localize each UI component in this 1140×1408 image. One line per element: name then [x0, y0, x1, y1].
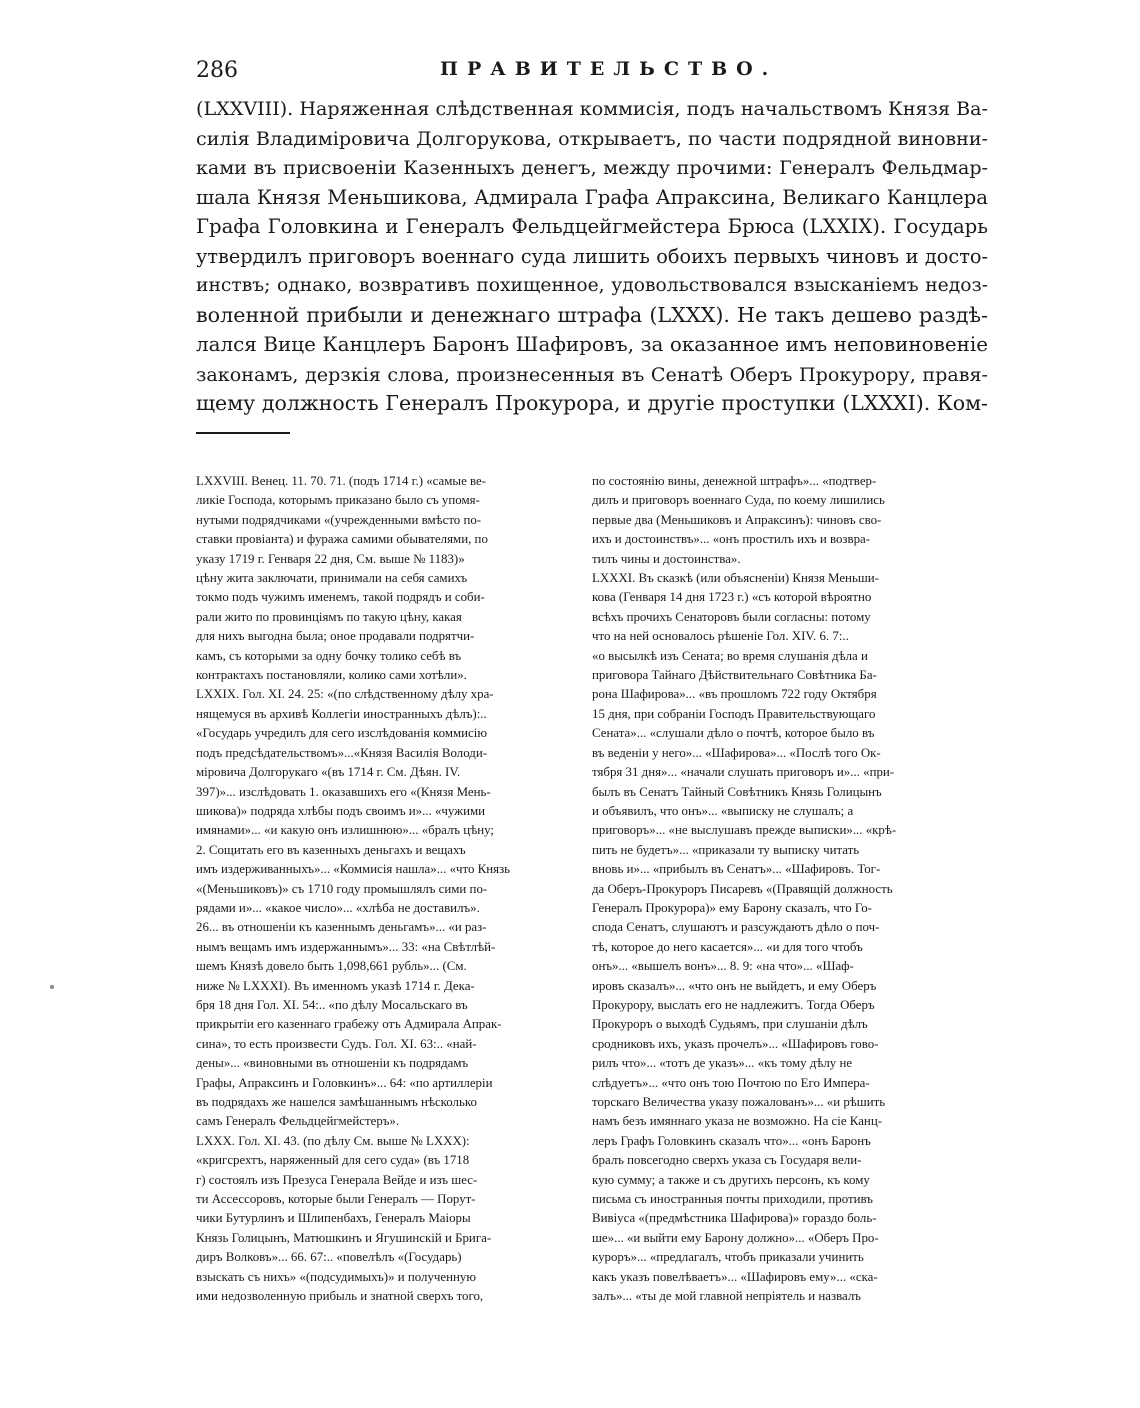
footnote-line: кова (Генваря 14 дня 1723 г.) «съ которой вѣроятно [592, 590, 872, 605]
footnote-line: ше»... «и выйти ему Барону должно»... «Оберъ Про- [592, 1230, 879, 1245]
footnote-line: взыскать съ нихъ» «(подсудимыхъ)» и полученную [196, 1269, 477, 1284]
main-text-line: силія Владиміровича Долгорукова, открываетъ, по части подрядной виновни- [196, 126, 988, 150]
footnote-line: тѣ, которое до него касается»... «и для того чтобъ [592, 939, 863, 954]
footnote-line: рядами и»... «какое число»... «хлѣба не доставилъ». [196, 900, 480, 915]
footnote-line: шикова)» подряда хлѣбы подъ своимъ и»... «чужими [196, 803, 486, 818]
footnote-line: дилъ и приговоръ военнаго Суда, по коему лишились [592, 493, 885, 508]
footnote-line: чики Бутурлинъ и Шлипенбахъ, Генералъ Маіоры [196, 1211, 471, 1226]
footnote-line: нящемуся въ архивѣ Коллегіи иностранныхъ дѣлъ):.. [196, 706, 487, 721]
footnote-line: сродниковъ ихъ, указъ прочелъ»... «Шафировъ гово- [592, 1036, 879, 1051]
footnote-line: «о высылкѣ изъ Сената; во время слушанія дѣла и [592, 648, 868, 663]
footnote-line: камъ, съ которыми за одну бочку толико себѣ въ [196, 648, 462, 663]
footnote-line: LXXIX. Гол. XI. 24. 25: «(по слѣдственному дѣлу хра- [196, 687, 494, 702]
main-text-line: воленной прибыли и денежнаго штрафа (LXXX). Не такъ дешево раздѣ- [196, 302, 988, 327]
footnote-line: 2. Сощитать его въ казенныхъ деньгахъ и вещахъ [196, 842, 466, 857]
footnote-line: спода Сенатъ, слушаютъ и разсуждаютъ дѣло о поч- [592, 920, 880, 935]
footnote-line: «(Меньшиковъ)» съ 1710 году промышлялъ сими по- [196, 881, 488, 896]
footnote-line: самъ Генералъ Фельдцейгмейстеръ». [196, 1114, 400, 1129]
footnote-line: ти Ассессоровъ, которые были Генералъ — Порут- [196, 1192, 476, 1207]
footnote-line: торскаго Величества указу пожалованъ»... «и рѣшить [592, 1095, 886, 1109]
footnote-line: Сената»... «слушали дѣло о почтѣ, которое было въ [592, 726, 875, 741]
footnote-line: всѣхъ прочихъ Сенаторовъ были согласны: потому [592, 609, 871, 624]
footnote-line: и объявилъ, что онъ»... «выписку не слушалъ; а [592, 803, 854, 818]
footnote-line: прикрытіи его казеннаго грабежу отъ Адмирала Апрак- [196, 1017, 502, 1032]
footnote-line: онъ»... «вышелъ вонъ»... 8. 9: «на что»... «Шаф- [592, 959, 854, 974]
footnote-line: ихъ и достоинствъ»... «онъ простилъ ихъ и возвра- [592, 532, 871, 547]
footnote-rule [196, 432, 290, 434]
footnote-line: намъ безъ имяннаго указа не возможно. На сіе Канц- [592, 1114, 883, 1129]
footnote-line: ниже № LXXXI). Въ именномъ указѣ 1714 г. Дека- [196, 978, 475, 993]
footnotes-left-column [196, 472, 594, 1306]
footnote-line: «Государь учредилъ для сего изслѣдованія коммисію [196, 726, 487, 741]
main-text [196, 94, 988, 419]
footnote-line: письма съ иностранныя почты приходили, противъ [592, 1192, 873, 1207]
footnote-line: подъ предсѣдательствомъ»...«Князя Василія Володи- [196, 745, 488, 760]
footnote-line: шемъ Князѣ довело быть 1,098,661 рубль»... (См. [196, 959, 467, 974]
main-text-line: щему должность Генералъ Прокурора, и другіе проступки (LXXXI). Ком- [196, 391, 988, 415]
footnote-line: токмо подъ чужимъ именемъ, такой подрядъ и соби- [196, 590, 485, 605]
footnotes-right-column [592, 472, 992, 1306]
footnote-line: 15 дня, при собраніи Господъ Правительствующаго [592, 706, 876, 721]
footnote-line: да Оберъ-Прокуроръ Писаревъ «(Правящій должность [592, 881, 893, 896]
footnote-line: LXXVIII. Венец. 11. 70. 71. (подъ 1714 г.) «самые ве- [196, 474, 487, 488]
footnote-line: рилъ что»... «тотъ де указъ»... «къ тому дѣлу не [592, 1056, 853, 1071]
footnote-line: нутыми подрядчиками «(учрежденными вмѣсто по- [196, 512, 482, 527]
footnote-line: бралъ повсегодно сверхъ указа съ Государя вели- [592, 1153, 862, 1168]
main-text-line: Графа Головкина и Генералъ Фельдцейгмейстера Брюса (LXXIX). Государь [196, 215, 988, 238]
paper-speck [50, 985, 54, 989]
footnote-line: Графы, Апраксинъ и Головкинъ»... 64: «по артиллеріи [196, 1075, 493, 1090]
footnote-line: куроръ»... «предлагалъ, чтобъ приказали учинить [592, 1250, 864, 1265]
footnote-line: Вивіуса «(предмѣстника Шафирова)» гораздо боль- [592, 1211, 877, 1226]
footnote-line: ими недозволенную прибыль и знатной сверхъ того, [196, 1289, 484, 1304]
footnote-line: рона Шафирова»... «въ прошломъ 722 году Октября [592, 687, 877, 702]
footnote-line: что на ней основалось рѣшеніе Гол. XIV. 6. 7:.. [592, 629, 849, 644]
footnote-line: вновь и»... «прибылъ въ Сенатъ»... «Шафировъ. Тог- [592, 862, 881, 877]
footnote-line: Прокуроръ о выходѣ Судьямъ, при слушаніи дѣлъ [592, 1017, 868, 1032]
page-number: 286 [196, 58, 238, 83]
footnote-line: имъ издерживанныхъ»... «Коммисія нашла»... «что Князь [196, 862, 511, 877]
footnote-line: для нихъ выгодна была; оное продавали подрятчи- [196, 629, 475, 644]
footnote-line: пить не будетъ»... «приказали ту выписку читать [592, 842, 860, 857]
footnote-line: имянами»... «и какую онъ излишнюю»... «бралъ цѣну; [196, 823, 494, 838]
footnote-line: былъ въ Сенатъ Тайный Совѣтникъ Князь Голицынъ [592, 784, 882, 799]
footnote-line: ировъ сказалъ»... «что онъ не выйдетъ, и ему Оберъ [592, 978, 877, 993]
footnote-line: 26... въ отношеніи къ казеннымъ деньгамъ»... «и раз- [196, 920, 487, 935]
footnote-line: залъ»... «ты де мой главной непріятель и назвалъ [592, 1289, 861, 1304]
footnote-line: 397)»... изслѣдовать 1. оказавшихъ его «(Князя Мень- [196, 784, 491, 799]
footnote-line: «кригсрехтъ, наряженный для сего суда» (въ 1718 [196, 1153, 470, 1168]
footnote-line: тилъ чины и достоинства». [592, 551, 741, 566]
footnote-line: приговора Тайнаго Дѣйствительнаго Совѣтника Ба- [592, 668, 877, 683]
footnote-line: ликіе Господа, которымъ приказано было съ упомя- [196, 493, 480, 508]
main-text-line: шала Князя Меньшикова, Адмирала Графа Апраксина, Великаго Канцлера [196, 185, 988, 209]
footnote-line: ставки провіанта) и фуража самими обывателями, по [196, 532, 488, 547]
main-text-line: лался Вице Канцлеръ Баронъ Шафировъ, за оказанное имъ неповиновеніе [196, 333, 988, 356]
footnote-line: LXXXI. Въ сказкѣ (или объясненіи) Князя Меньши- [592, 571, 879, 586]
footnote-line: LXXX. Гол. XI. 43. (по дѣлу См. выше № LXXX): [196, 1133, 470, 1148]
footnote-line: бря 18 дня Гол. XI. 54:.. «по дѣлу Мосальскаго въ [196, 997, 468, 1012]
main-text-line: инствъ; однако, возвративъ похищенное, удовольствовался взысканіемъ недоз- [196, 275, 988, 296]
footnote-line: нымъ вещамъ имъ издержаннымъ»... 33: «на Свѣтлѣй- [196, 939, 496, 954]
footnote-line: тября 31 дня»... «начали слушать приговоръ и»... «при- [592, 765, 895, 780]
footnote-line: диръ Волковъ»... 66. 67:.. «повелѣлъ «(Государь) [196, 1250, 462, 1265]
footnote-line: Прокурору, выслать его не надлежитъ. Тогда Оберъ [592, 997, 875, 1012]
footnote-line: слѣдуетъ»... «что онъ тою Почтою по Его Импера- [592, 1075, 870, 1090]
footnote-line: леръ Графъ Головкинъ сказалъ что»... «онъ Баронъ [592, 1133, 871, 1148]
footnote-line: рали жито по провинціямъ по такую цѣну, какая [196, 609, 462, 624]
footnote-line: кую сумму; а также и съ другихъ персонъ, къ кому [592, 1172, 870, 1187]
footnote-line: приговоръ»... «не выслушавъ прежде выписки»... «крѣ- [592, 823, 897, 838]
footnote-line: Генералъ Прокурора)» ему Барону сказалъ, что Го- [592, 900, 872, 915]
footnote-line: указу 1719 г. Генваря 22 дня, См. выше № 1183)» [196, 551, 465, 566]
footnote-line: сина», то есть произвести Судъ. Гол. XI. 63:.. «най- [196, 1036, 477, 1051]
main-text-line: (LXXVIII). Наряженная слѣдственная коммисія, подъ начальствомъ Князя Ва- [196, 97, 988, 120]
main-text-line: ками въ присвоеніи Казенныхъ денегъ, между прочими: Генералъ Фельдмар- [196, 156, 988, 179]
main-text-line: утвердилъ приговоръ военнаго суда лишить обоихъ первыхъ чиновъ и досто- [196, 244, 988, 268]
footnote-line: первые два (Меньшиковъ и Апраксинъ): чиновъ сво- [592, 512, 882, 527]
footnote-line: въ веденіи у него»... «Шафирова»... «Послѣ того Ок- [592, 745, 881, 760]
footnote-line: міровича Долгорукаго «(въ 1714 г. См. Дѣян. IV. [196, 765, 461, 780]
footnote-line: Князь Голицынъ, Матюшкинъ и Ягушинскій и Брига- [196, 1230, 492, 1245]
footnote-line: въ подрядахъ же нашелся замѣшаннымъ нѣсколько [196, 1095, 477, 1109]
running-head: ПРАВИТЕЛЬСТВО. [440, 58, 778, 80]
footnote-line: цѣну жита заключати, принимали на себя самихъ [196, 571, 468, 586]
footnote-line: по состоянію вины, денежной штрафъ»... «подтвер- [592, 474, 877, 488]
footnote-line: дены»... «виновными въ отношеніи къ подрядамъ [196, 1056, 469, 1071]
main-text-line: законамъ, дерзкія слова, произнесенныя въ Сенатѣ Оберъ Прокурору, правя- [196, 362, 988, 386]
footnote-line: г) состоялъ изъ Презуса Генерала Вейде и изъ шес- [196, 1172, 478, 1187]
footnote-line: контрактахъ постановляли, колико сами хотѣли». [196, 668, 467, 683]
footnote-line: какъ указъ повелѣваетъ»... «Шафировъ ему»... «ска- [592, 1269, 878, 1284]
